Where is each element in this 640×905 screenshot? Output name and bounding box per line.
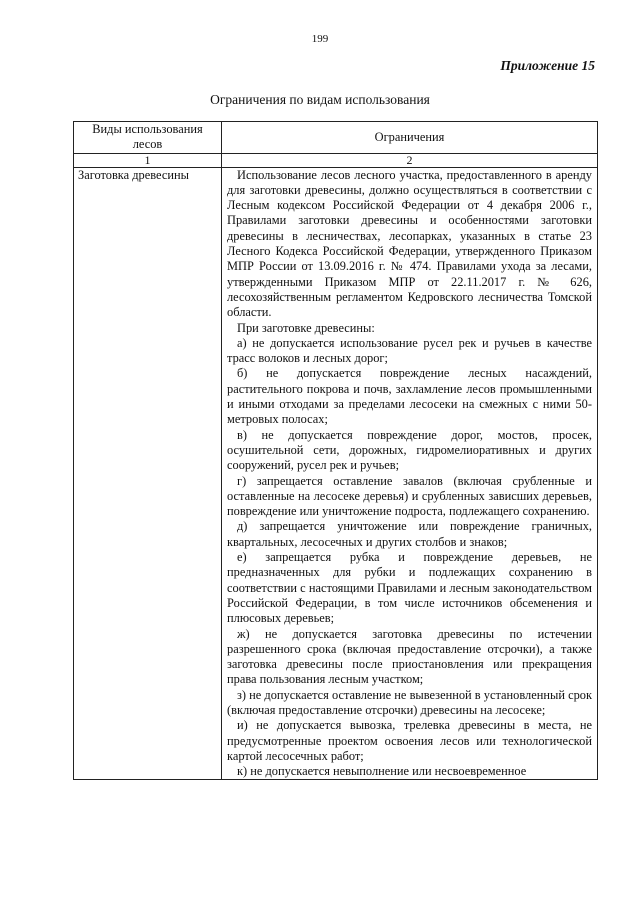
restriction-item-zh: ж) не допускается заготовка древесины по истечении разрешенного срока (включая предоставление отсрочки), а также заготовка древесины после приостановления или прекращения права пользования лесным участком; bbox=[227, 626, 592, 687]
restriction-item-k: к) не допускается невыполнение или несвоевременное bbox=[237, 764, 527, 779]
restrictions-cell bbox=[222, 167, 598, 780]
column-number-1: 1 bbox=[74, 153, 222, 167]
column-header-use-types: Виды использования лесов bbox=[74, 122, 222, 154]
restriction-item-d: д) запрещается уничтожение или повреждение граничных, квартальных, лесосечных и других столбов и знаков; bbox=[227, 519, 592, 549]
restriction-item-z: з) не допускается оставление не вывезенной в установленный срок (включая предоставление отсрочки) древесины на лесосеке; bbox=[227, 687, 592, 717]
column-header-restrictions: Ограничения bbox=[222, 122, 598, 154]
column-number-2: 2 bbox=[222, 153, 598, 167]
table-row bbox=[74, 167, 598, 780]
restriction-item-e: е) запрещается рубка и повреждение деревьев, не предназначенных для рубки и подлежащих сохранению в соответствии с настоящими Правилами и лесным законодательством Российской Федерации, в том числе источников обсеменения и плюсовых деревьев; bbox=[227, 550, 592, 626]
appendix-label: Приложение 15 bbox=[500, 58, 595, 73]
restriction-intro-paragraph: Использование лесов лесного участка, предоставленного в аренду для заготовки древесины, должно осуществляться в соответствии с Лесным кодексом Российской Федерации от 4 декабря 2006 г., Правилами заготовки древесины и особенностями заготовки древесины в лесничествах, лесопарках, указанных в статье 23 Лесного Кодекса Российской Федерации, утвержденного Приказом МПР России от 13.09.2016 г. № 474. Правилами ухода за лесами, утвержденными Приказом МПР от 22.11.2017 г. № 626, лесохозяйственным регламентом Кедровского лесничества Томской области. bbox=[227, 167, 592, 320]
restrictions-table bbox=[73, 121, 598, 780]
restriction-item-v: в) не допускается повреждение дорог, мостов, просек, осушительной сети, дорожных, гидромелиоративных и других сооружений, русел рек и ручьев; bbox=[227, 427, 592, 473]
page-number: 199 bbox=[311, 33, 329, 45]
restriction-item-b: б) не допускается повреждение лесных насаждений, растительного покрова и почв, захламление лесов промышленными и иными отходами за пределами лесосеки на смежных с ними 50-метровых полосах; bbox=[227, 366, 592, 427]
restriction-item-g: г) запрещается оставление завалов (включая срубленные и оставленные на лесосеке деревья) и срубленных зависших деревьев, повреждение или уничтожение подроста, подлежащего сохранению. bbox=[227, 473, 592, 519]
column-number-row bbox=[74, 153, 598, 167]
page-title: Ограничения по видам использования bbox=[210, 92, 430, 107]
restriction-item-a: а) не допускается использование русел рек и ручьев в качестве трасс волоков и лесных дорог; bbox=[227, 335, 592, 366]
restriction-lead-in: При заготовке древесины: bbox=[237, 320, 375, 335]
restriction-item-i: и) не допускается вывозка, трелевка древесины в места, не предусмотренные проектом освоения лесов или технологической картой лесосечных работ; bbox=[227, 718, 592, 763]
table-header-row bbox=[74, 122, 598, 154]
use-type-cell: Заготовка древесины bbox=[74, 167, 222, 780]
